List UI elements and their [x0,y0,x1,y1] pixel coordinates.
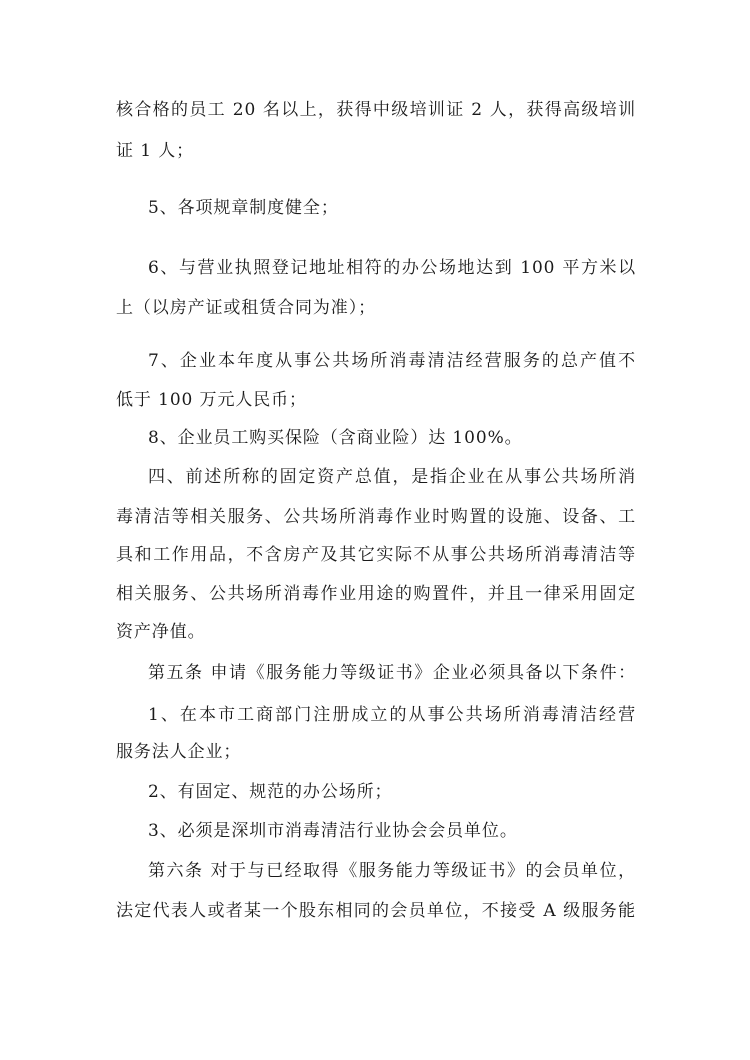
paragraph-line: 6、与营业执照登记地址相符的办公场地达到 100 平方米以 [148,258,636,278]
paragraph-line: 四、前述所称的固定资产总值，是指企业在从事公共场所消 [148,467,636,487]
paragraph-line: 7、企业本年度从事公共场所消毒清洁经营服务的总产值不 [148,351,636,371]
paragraph-line: 5、各项规章制度健全； [148,198,339,218]
paragraph-line: 相关服务、公共场所消毒作业用途的购置件，并且一律采用固定 [116,584,636,604]
paragraph-line: 8、企业员工购买保险（含商业险）达 100%。 [148,428,523,448]
article-heading-line: 第五条 申请《服务能力等级证书》企业必须具备以下条件： [148,663,636,683]
paragraph-line: 核合格的员工 20 名以上，获得中级培训证 2 人，获得高级培训 [116,100,636,120]
paragraph-line: 1、在本市工商部门注册成立的从事公共场所消毒清洁经营 [148,705,636,725]
paragraph-line: 上（以房产证或租赁合同为准）； [116,298,376,318]
paragraph-line: 低于 100 万元人民币； [116,390,307,410]
paragraph-line: 资产净值。 [116,622,206,642]
paragraph-line: 3、必须是深圳市消毒清洁行业协会会员单位。 [148,821,518,841]
article-heading-line: 第六条 对于与已经取得《服务能力等级证书》的会员单位， [148,861,636,881]
paragraph-line: 证 1 人； [116,141,195,161]
paragraph-line: 服务法人企业； [116,742,242,762]
paragraph-line: 法定代表人或者某一个股东相同的会员单位，不接受 A 级服务能 [116,901,636,921]
paragraph-line: 2、有固定、规范的办公场所； [148,782,393,802]
paragraph-line: 具和工作用品，不含房产及其它实际不从事公共场所消毒清洁等 [116,545,636,565]
paragraph-line: 毒清洁等相关服务、公共场所消毒作业时购置的设施、设备、工 [116,507,636,527]
